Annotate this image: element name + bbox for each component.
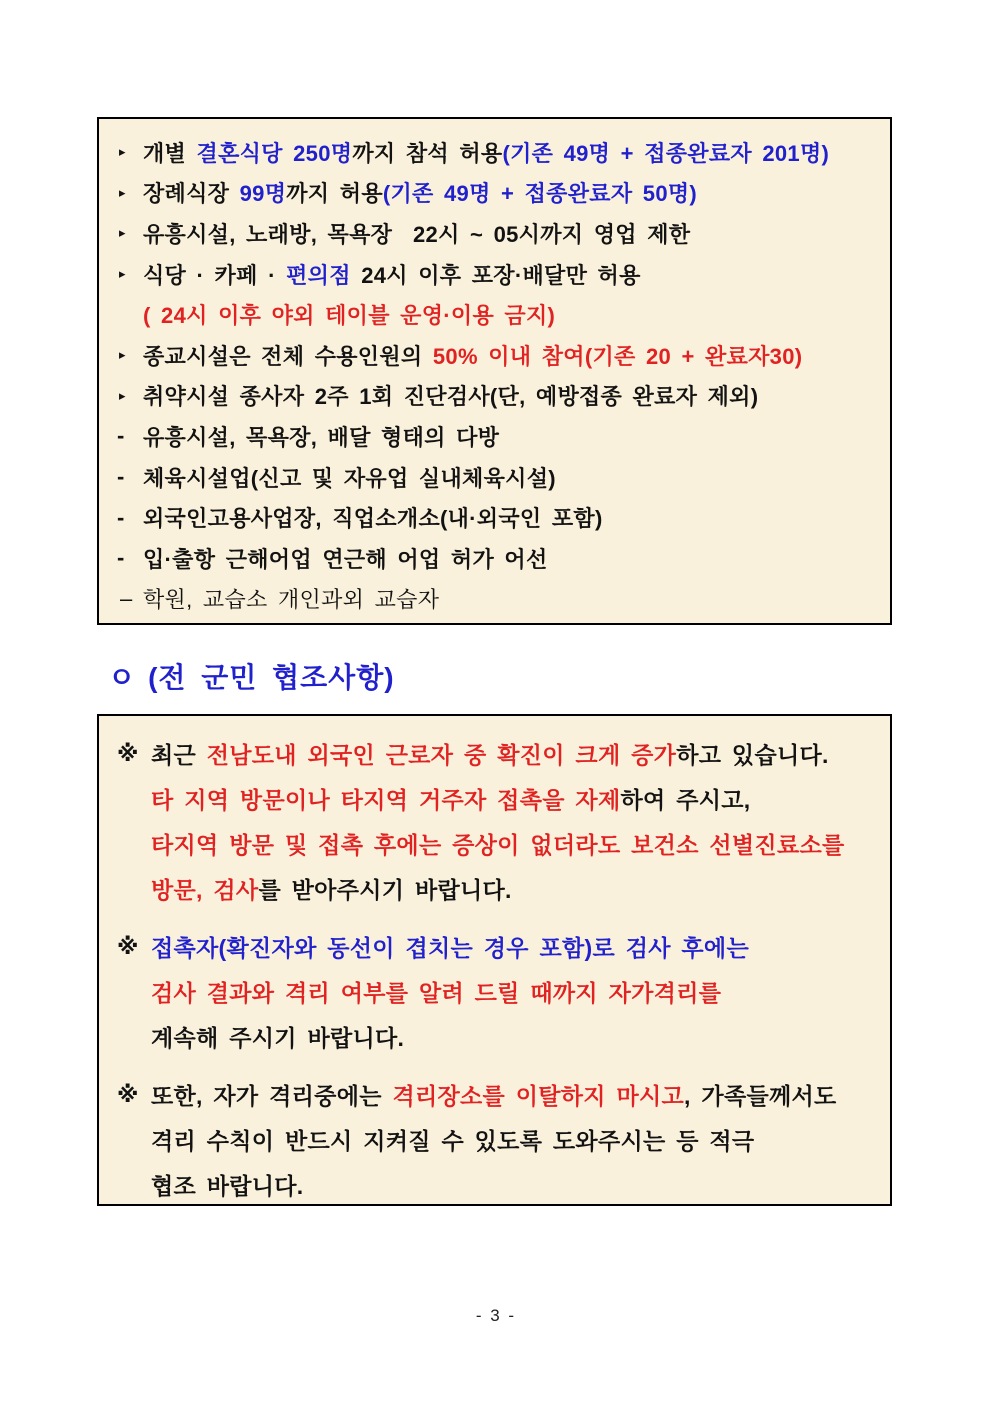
text-line [117, 776, 882, 821]
text-segment: 최근 [151, 742, 207, 768]
text-segment: ( 24시 이후 야외 테이블 운영·이용 금지) [143, 303, 556, 329]
text-line [117, 132, 882, 173]
dash-bullet-icon: - [117, 423, 125, 449]
dash-bullet-icon: - [117, 545, 125, 571]
section-heading [108, 656, 395, 696]
text-segment: 검사 결과와 격리 여부를 알려 드릴 때까지 자가격리를 [151, 980, 722, 1006]
text-line [117, 924, 882, 969]
notice-paragraph [117, 1072, 882, 1206]
text-segment: 개별 [143, 140, 197, 166]
text-segment: , 가족들께서도 [684, 1083, 837, 1109]
text-segment: 접촉자(확진자와 동선이 겹치는 경우 포함)로 검사 후에는 [151, 935, 749, 961]
dash-bullet-icon: - [117, 464, 125, 490]
text-line [117, 457, 882, 498]
text-line [117, 294, 882, 335]
text-line [117, 335, 882, 376]
arrow-bullet-icon: ▸ [119, 266, 126, 282]
text-segment: 50% 이내 참여(기존 20 + 완료자30) [432, 343, 803, 369]
text-line [117, 1117, 882, 1162]
arrow-bullet-icon: ▸ [119, 387, 126, 403]
text-line [117, 538, 882, 579]
text-segment: 외국인고용사업장, 직업소개소(내·외국인 포함) [143, 506, 603, 532]
text-segment: 유흥시설, 노래방, 목욕장 22시 ~ 05시까지 영업 제한 [143, 221, 691, 247]
text-segment: 격리 수칙이 반드시 지켜질 수 있도록 도와주시는 등 적극 [151, 1128, 755, 1154]
text-segment: (기존 49명 + 접종완료자 201명) [502, 140, 830, 166]
text-segment: 계속해 주시기 바랍니다. [151, 1025, 405, 1051]
text-line [117, 969, 882, 1014]
text-line [117, 1072, 882, 1117]
text-segment: 격리장소를 이탈하지 마시고 [392, 1083, 685, 1109]
text-segment: 학원, 교습소 개인과외 교습자 [143, 587, 440, 613]
text-line [117, 376, 882, 417]
arrow-bullet-icon: ▸ [119, 144, 126, 160]
text-segment: 방문, 검사 [151, 877, 259, 903]
text-line [117, 416, 882, 457]
text-segment: 편의점 [286, 262, 351, 288]
text-segment: 유흥시설, 목욕장, 배달 형태의 다방 [143, 424, 500, 450]
circle-bullet-icon: ㅇ [108, 662, 137, 693]
text-segment: 24시 이후 포장·배달만 허용 [350, 262, 641, 288]
dash-bullet-icon: – [120, 585, 133, 611]
text-segment: 까지 허용 [286, 181, 383, 207]
text-line [117, 579, 882, 620]
text-segment: 체육시설업(신고 및 자유업 실내체육시설) [143, 465, 556, 491]
text-segment: 또한, 자가 격리중에는 [151, 1083, 393, 1109]
page-number: - 3 - [475, 1306, 517, 1325]
text-line [117, 731, 882, 776]
text-segment: (기존 49명 + 접종완료자 50명) [382, 181, 698, 207]
text-segment: 타 지역 방문이나 타지역 거주자 접촉을 자제 [151, 787, 621, 813]
reference-mark-icon: ※ [117, 1081, 139, 1107]
arrow-bullet-icon: ▸ [119, 225, 126, 241]
text-line [117, 1162, 882, 1206]
restrictions-box [97, 117, 892, 625]
arrow-bullet-icon: ▸ [119, 184, 126, 200]
text-segment: 99명 [239, 181, 287, 207]
notice-paragraph [117, 731, 882, 911]
dash-bullet-icon: - [117, 504, 125, 530]
reference-mark-icon: ※ [117, 933, 139, 959]
section-heading-text: (전 군민 협조사항) [148, 662, 395, 693]
text-segment: 입·출항 근해어업 연근해 어업 허가 어선 [143, 546, 548, 572]
text-segment: 결혼식당 250명 [196, 140, 353, 166]
text-line [117, 821, 882, 866]
text-segment: 협조 바랍니다. [151, 1173, 304, 1199]
text-segment: 하고 있습니다. [676, 742, 829, 768]
arrow-bullet-icon: ▸ [119, 347, 126, 363]
text-segment: 취약시설 종사자 2주 1회 진단검사(단, 예방접종 완료자 제외) [143, 384, 759, 410]
text-line [117, 1014, 882, 1059]
reference-mark-icon: ※ [117, 740, 139, 766]
text-segment: 타지역 방문 및 접촉 후에는 증상이 없더라도 보건소 선별진료소를 [151, 832, 845, 858]
text-segment: 하여 주시고, [620, 787, 751, 813]
text-line [117, 213, 882, 254]
cooperation-box [97, 714, 892, 1206]
text-line [117, 173, 882, 214]
text-line [117, 866, 882, 911]
text-line [117, 497, 882, 538]
text-segment: 전남도내 외국인 근로자 중 확진이 크게 증가 [206, 742, 677, 768]
text-line [117, 254, 882, 295]
text-segment: 종교시설은 전체 수용인원의 [143, 343, 433, 369]
text-segment: 를 받아주시기 바랍니다. [258, 877, 512, 903]
text-segment: 까지 참석 허용 [352, 140, 503, 166]
text-segment: 장례식장 [143, 181, 240, 207]
text-segment: 식당 · 카페 · [143, 262, 287, 288]
notice-paragraph [117, 924, 882, 1059]
